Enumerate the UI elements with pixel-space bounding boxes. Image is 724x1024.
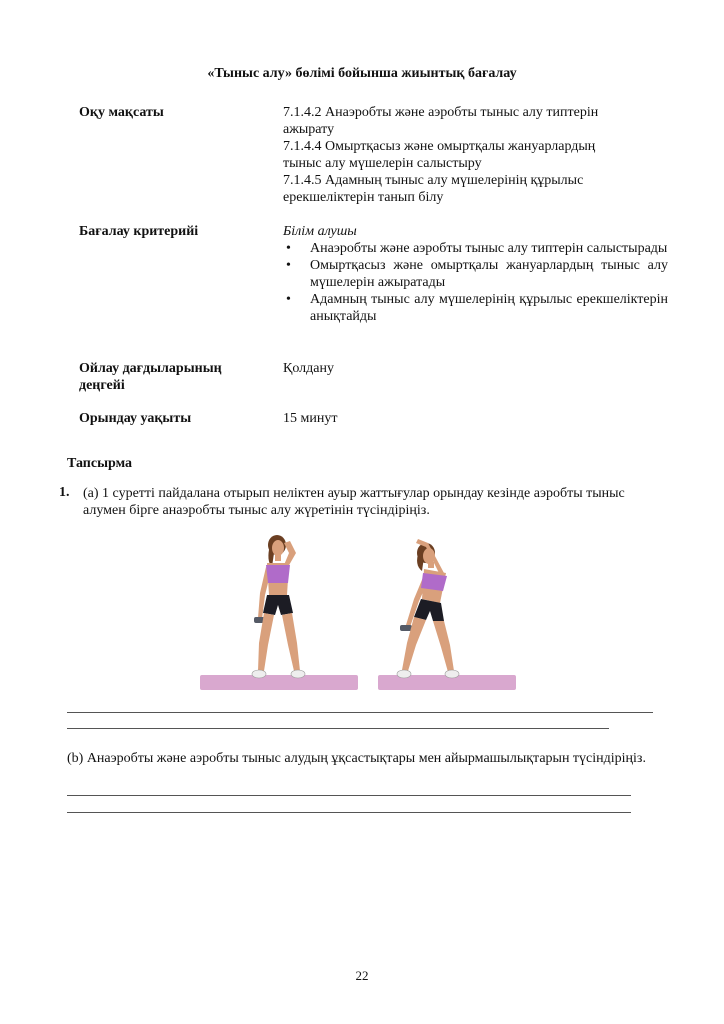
criteria-item: • Анаэробты және аэробты тыныс алу типтерін салыстырады: [283, 240, 668, 257]
objective-label: Оқу мақсаты: [79, 105, 164, 120]
page-title: «Тыныс алу» бөлімі бойынша жиынтық бағалау: [207, 66, 517, 81]
page-number: 22: [355, 968, 369, 983]
answer-line: [67, 712, 653, 713]
mat-right: [378, 675, 516, 690]
objective-value: [283, 104, 598, 206]
figure-standing: [252, 535, 305, 678]
thinking-value: Қолдану: [283, 361, 334, 376]
criteria-label: Бағалау критерийі: [79, 224, 199, 239]
mat-left: [200, 675, 358, 690]
answer-line: [67, 812, 631, 813]
answer-line: [67, 728, 609, 729]
objective-line: ажырату: [283, 122, 335, 137]
criteria-who: Білім алушы: [283, 224, 357, 239]
task-heading: Тапсырма: [67, 456, 133, 471]
figure-side-bend: [397, 539, 459, 678]
criteria-value: [283, 223, 668, 325]
objective-line: тыныс алу мүшелерін салыстыру: [283, 156, 482, 171]
question-number: 1.: [59, 485, 70, 500]
answer-line: [67, 795, 631, 796]
thinking-label-line: Ойлау дағдыларының: [79, 361, 222, 376]
objective-line: 7.1.4.4 Омыртқасыз және омыртқалы жануарлардың: [283, 139, 596, 154]
criteria-list: [283, 240, 668, 325]
thinking-label: [79, 360, 222, 394]
criteria-item: • Омыртқасыз және омыртқалы жануарлардың тыныс алу мүшелерін ажыратады: [283, 257, 668, 291]
thinking-label-line: деңгейі: [79, 378, 125, 393]
objective-line: 7.1.4.2 Анаэробты және аэробты тыныс алу типтерін: [283, 105, 599, 120]
time-value: 15 минут: [283, 411, 338, 426]
time-label: Орындау уақыты: [79, 411, 192, 426]
criteria-item: • Адамның тыныс алу мүшелерінің құрылыс ерекшеліктерін анықтайды: [283, 291, 668, 325]
question-a: (a) 1 суретті пайдалана отырып неліктен ауыр жаттығулар орындау кезінде аэробты тыныс алумен бірге анаэробты тыныс алу жүретінін түсіндіріңіз.: [83, 486, 625, 518]
question-b: (b) Анаэробты және аэробты тыныс алудың ұқсастықтары мен айырмашылықтарын түсіндіріңіз.: [67, 751, 646, 766]
exercise-photo: [200, 533, 525, 695]
objective-line: ерекшеліктерін танып білу: [283, 190, 444, 205]
objective-line: 7.1.4.5 Адамның тыныс алу мүшелерінің құрылыс: [283, 173, 584, 188]
